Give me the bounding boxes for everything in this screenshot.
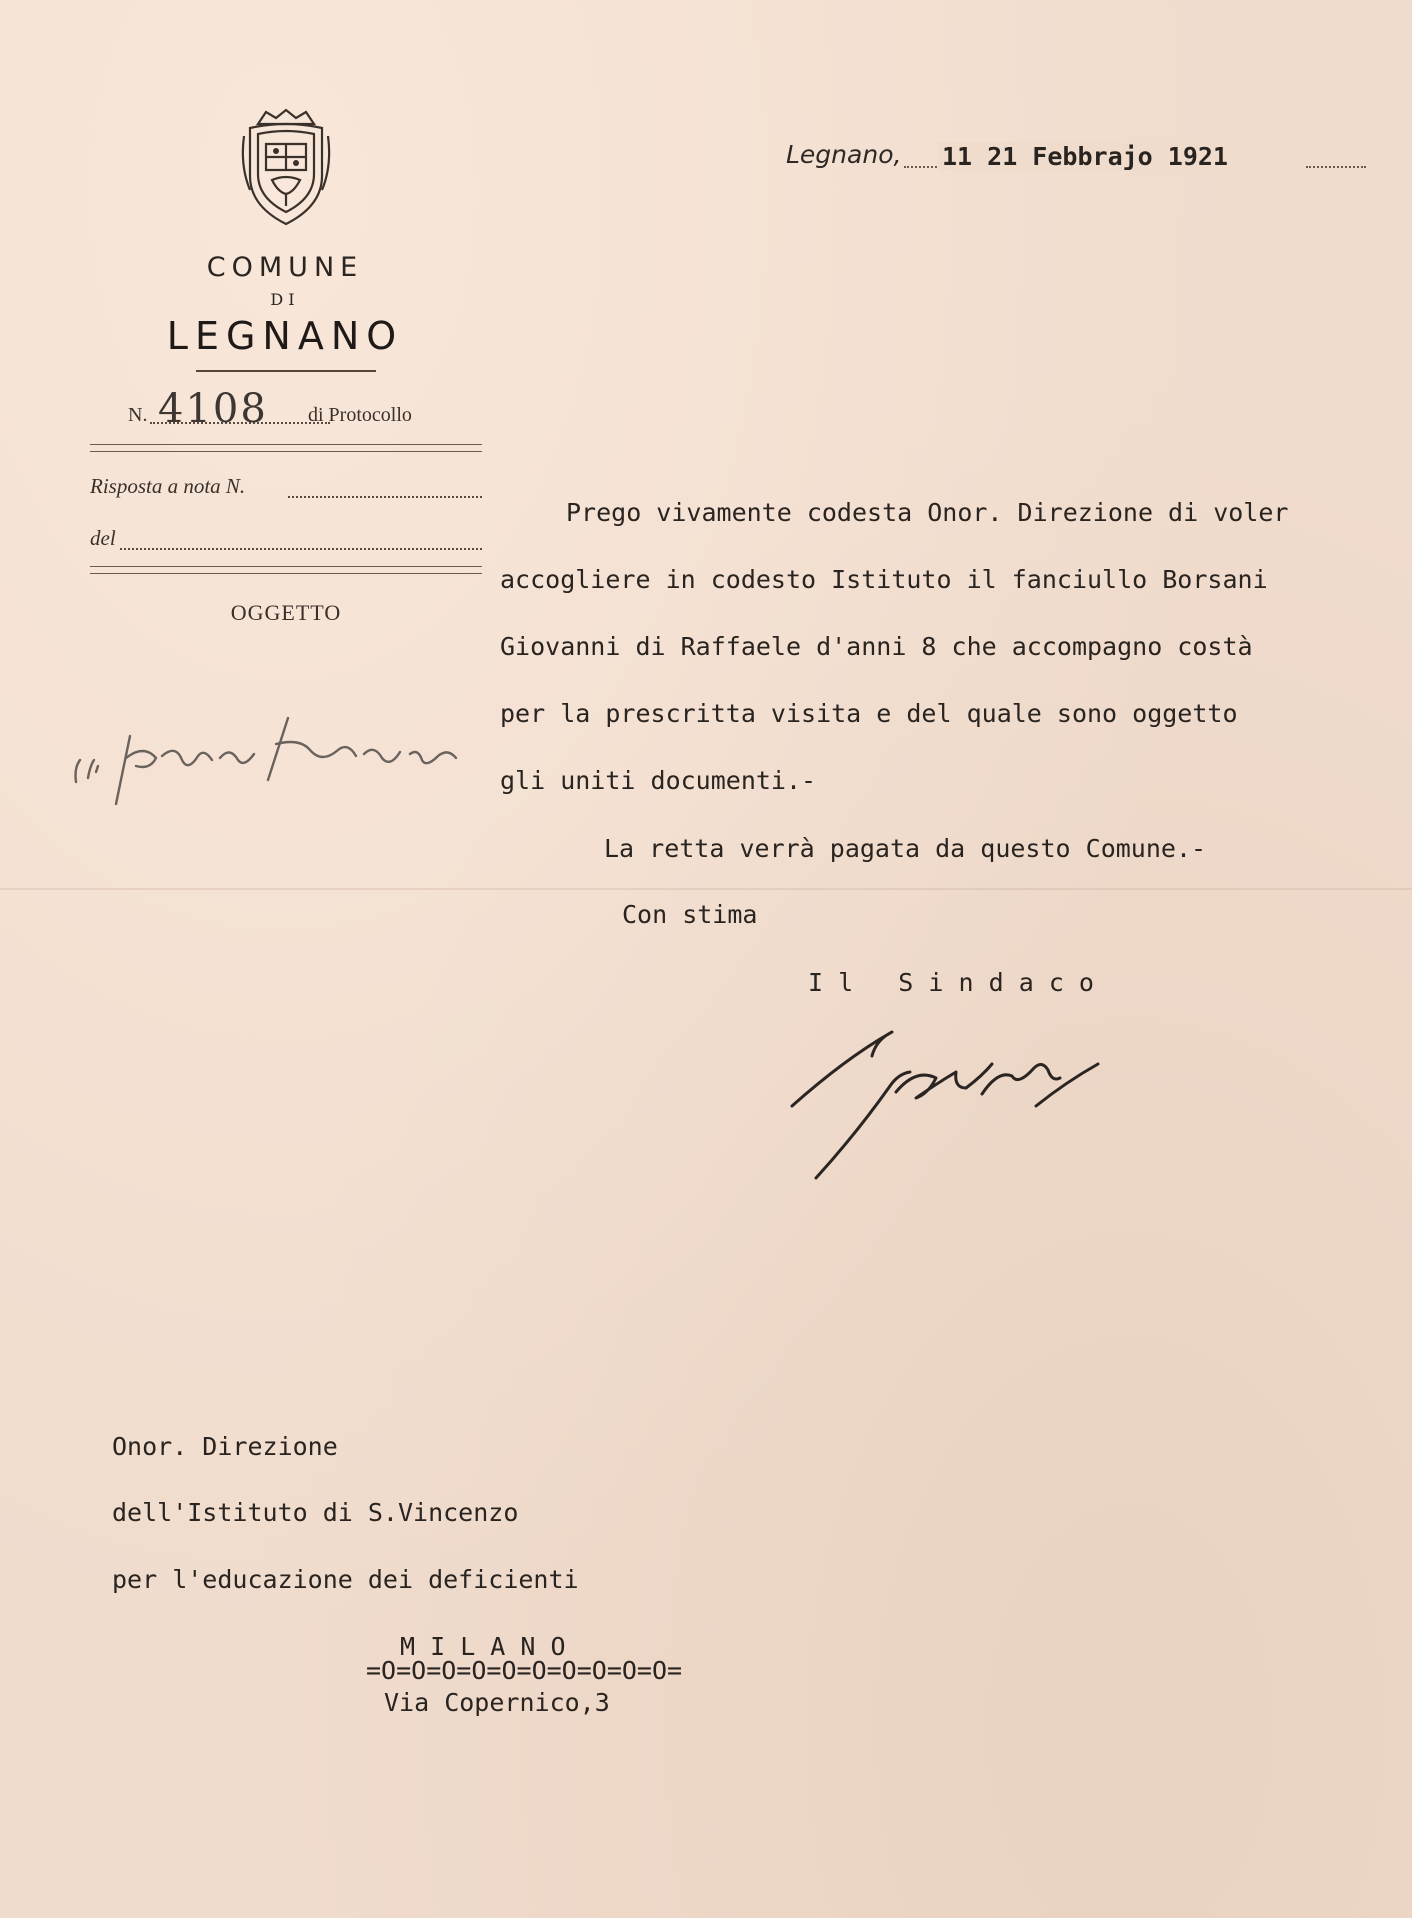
coat-of-arms-icon — [236, 106, 336, 230]
del-field — [90, 526, 482, 551]
letterhead-comune: COMUNE — [206, 252, 364, 283]
risposta-field — [90, 474, 482, 499]
protocol-prefix: N. — [128, 404, 148, 426]
oggetto-label: OGGETTO — [230, 600, 342, 625]
header-double-rule-2 — [90, 566, 482, 574]
recipient-line-2: dell'Istituto di S.Vincenzo — [112, 1498, 519, 1527]
oggetto-handwriting-mark — [70, 708, 470, 808]
signatory-title: I l S i n d a c o — [808, 968, 1094, 997]
payment-line: La retta verrà pagata da questo Comune.- — [604, 834, 1207, 863]
protocol-field — [128, 386, 488, 432]
risposta-label: Risposta a nota N. — [90, 474, 246, 498]
letterhead-rule — [196, 370, 376, 372]
letter-date: 11 21 Febbrajo 1921 — [938, 142, 1232, 171]
recipient-city: M I L A N O — [400, 1632, 566, 1661]
body-line-2: accogliere in codesto Istituto il fanciullo Borsani — [500, 565, 1268, 594]
date-dotted-line-end — [1306, 166, 1366, 168]
body-line-1: Prego vivamente codesta Onor. Direzione di voler — [566, 498, 1289, 527]
mayor-signature-mark — [786, 1024, 1116, 1184]
body-line-3: Giovanni di Raffaele d'anni 8 che accompagno costà — [500, 632, 1253, 661]
protocol-suffix: di Protocollo — [308, 404, 412, 426]
paper-fold-line — [0, 888, 1412, 890]
risposta-dotted-line — [288, 496, 482, 498]
date-place: Legnano, — [786, 140, 902, 169]
date-line — [786, 138, 1366, 178]
closing-line: Con stima — [622, 900, 758, 929]
letterhead-di: DI — [270, 290, 300, 309]
recipient-line-3: per l'educazione dei deficienti — [112, 1565, 579, 1594]
del-dotted-line — [120, 548, 482, 550]
body-line-5: gli uniti documenti.- — [500, 766, 817, 795]
header-double-rule — [90, 444, 482, 452]
recipient-street: Via Copernico,3 — [384, 1688, 610, 1717]
letterhead-city: LEGNANO — [166, 314, 404, 358]
del-label: del — [90, 526, 116, 550]
recipient-line-1: Onor. Direzione — [112, 1432, 338, 1461]
protocol-number: 4108 — [158, 386, 268, 432]
recipient-city-underline: =O=O=O=O=O=O=O=O=O=O= — [366, 1656, 683, 1685]
body-line-4: per la prescritta visita e del quale sono oggetto — [500, 699, 1238, 728]
